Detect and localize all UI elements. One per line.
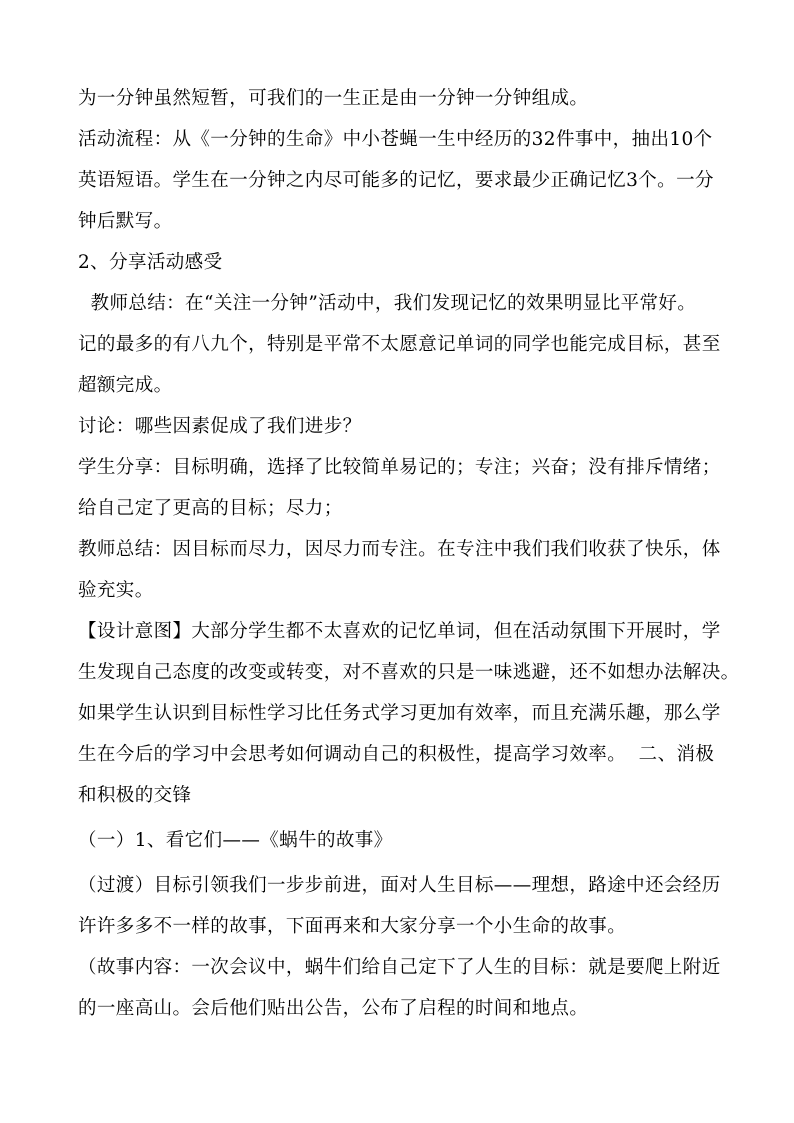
text-line-16: 如果学生认识到目标性学习比任务式学习更加有效率，而且充满乐趣，那么学 — [78, 703, 721, 724]
text-line-8: 超额完成。 — [78, 375, 173, 396]
text-line-6: 教师总结：在“关注一分钟”活动中，我们发现记忆的效果明显比平常好。 — [78, 293, 697, 314]
text-line-22: （故事内容：一次会议中，蜗牛们给自己定下了人生的目标：就是要爬上附近 — [78, 957, 721, 978]
text-line-14: 【设计意图】大部分学生都不太喜欢的记忆单词，但在活动氛围下开展时，学 — [78, 621, 721, 642]
text-line-18: 和积极的交锋 — [78, 785, 192, 806]
text-line-12: 教师总结：因目标而尽力，因尽力而专注。在专注中我们我们收获了快乐，体 — [78, 539, 721, 560]
text-line-2: 活动流程：从《一分钟的生命》中小苍蝇一生中经历的32件事中，抽出10个 — [78, 129, 713, 150]
text-line-20: （过渡）目标引领我们一步步前进，面对人生目标——理想，路途中还会经历 — [78, 875, 721, 896]
text-line-23: 的一座高山。会后他们贴出公告，公布了启程的时间和地点。 — [78, 998, 589, 1019]
text-line-21: 许许多多不一样的故事，下面再来和大家分享一个小生命的故事。 — [78, 916, 627, 937]
text-line-1: 为一分钟虽然短暂，可我们的一生正是由一分钟一分钟组成。 — [78, 88, 589, 109]
text-line-7: 记的最多的有八九个，特别是平常不太愿意记单词的同学也能完成目标，甚至 — [78, 334, 721, 355]
text-line-11: 给自己定了更高的目标；尽力； — [78, 498, 343, 519]
text-line-17: 生在今后的学习中会思考如何调动自己的积极性，提高学习效率。 二、消极 — [78, 744, 715, 765]
text-line-19: （一）1、看它们——《蜗牛的故事》 — [78, 830, 393, 851]
text-line-9: 讨论：哪些因素促成了我们进步？ — [78, 416, 362, 437]
text-line-3: 英语短语。学生在一分钟之内尽可能多的记忆，要求最少正确记忆3个。一分 — [78, 170, 714, 191]
text-line-15: 生发现自己态度的改变或转变，对不喜欢的只是一味逃避，还不如想办法解决。 — [78, 662, 740, 683]
text-line-10: 学生分享：目标明确，选择了比较简单易记的；专注；兴奋；没有排斥情绪； — [78, 457, 721, 478]
text-line-13: 验充实。 — [78, 580, 154, 601]
text-line-4: 钟后默写。 — [78, 211, 173, 232]
text-line-5: 2、分享活动感受 — [78, 252, 223, 273]
